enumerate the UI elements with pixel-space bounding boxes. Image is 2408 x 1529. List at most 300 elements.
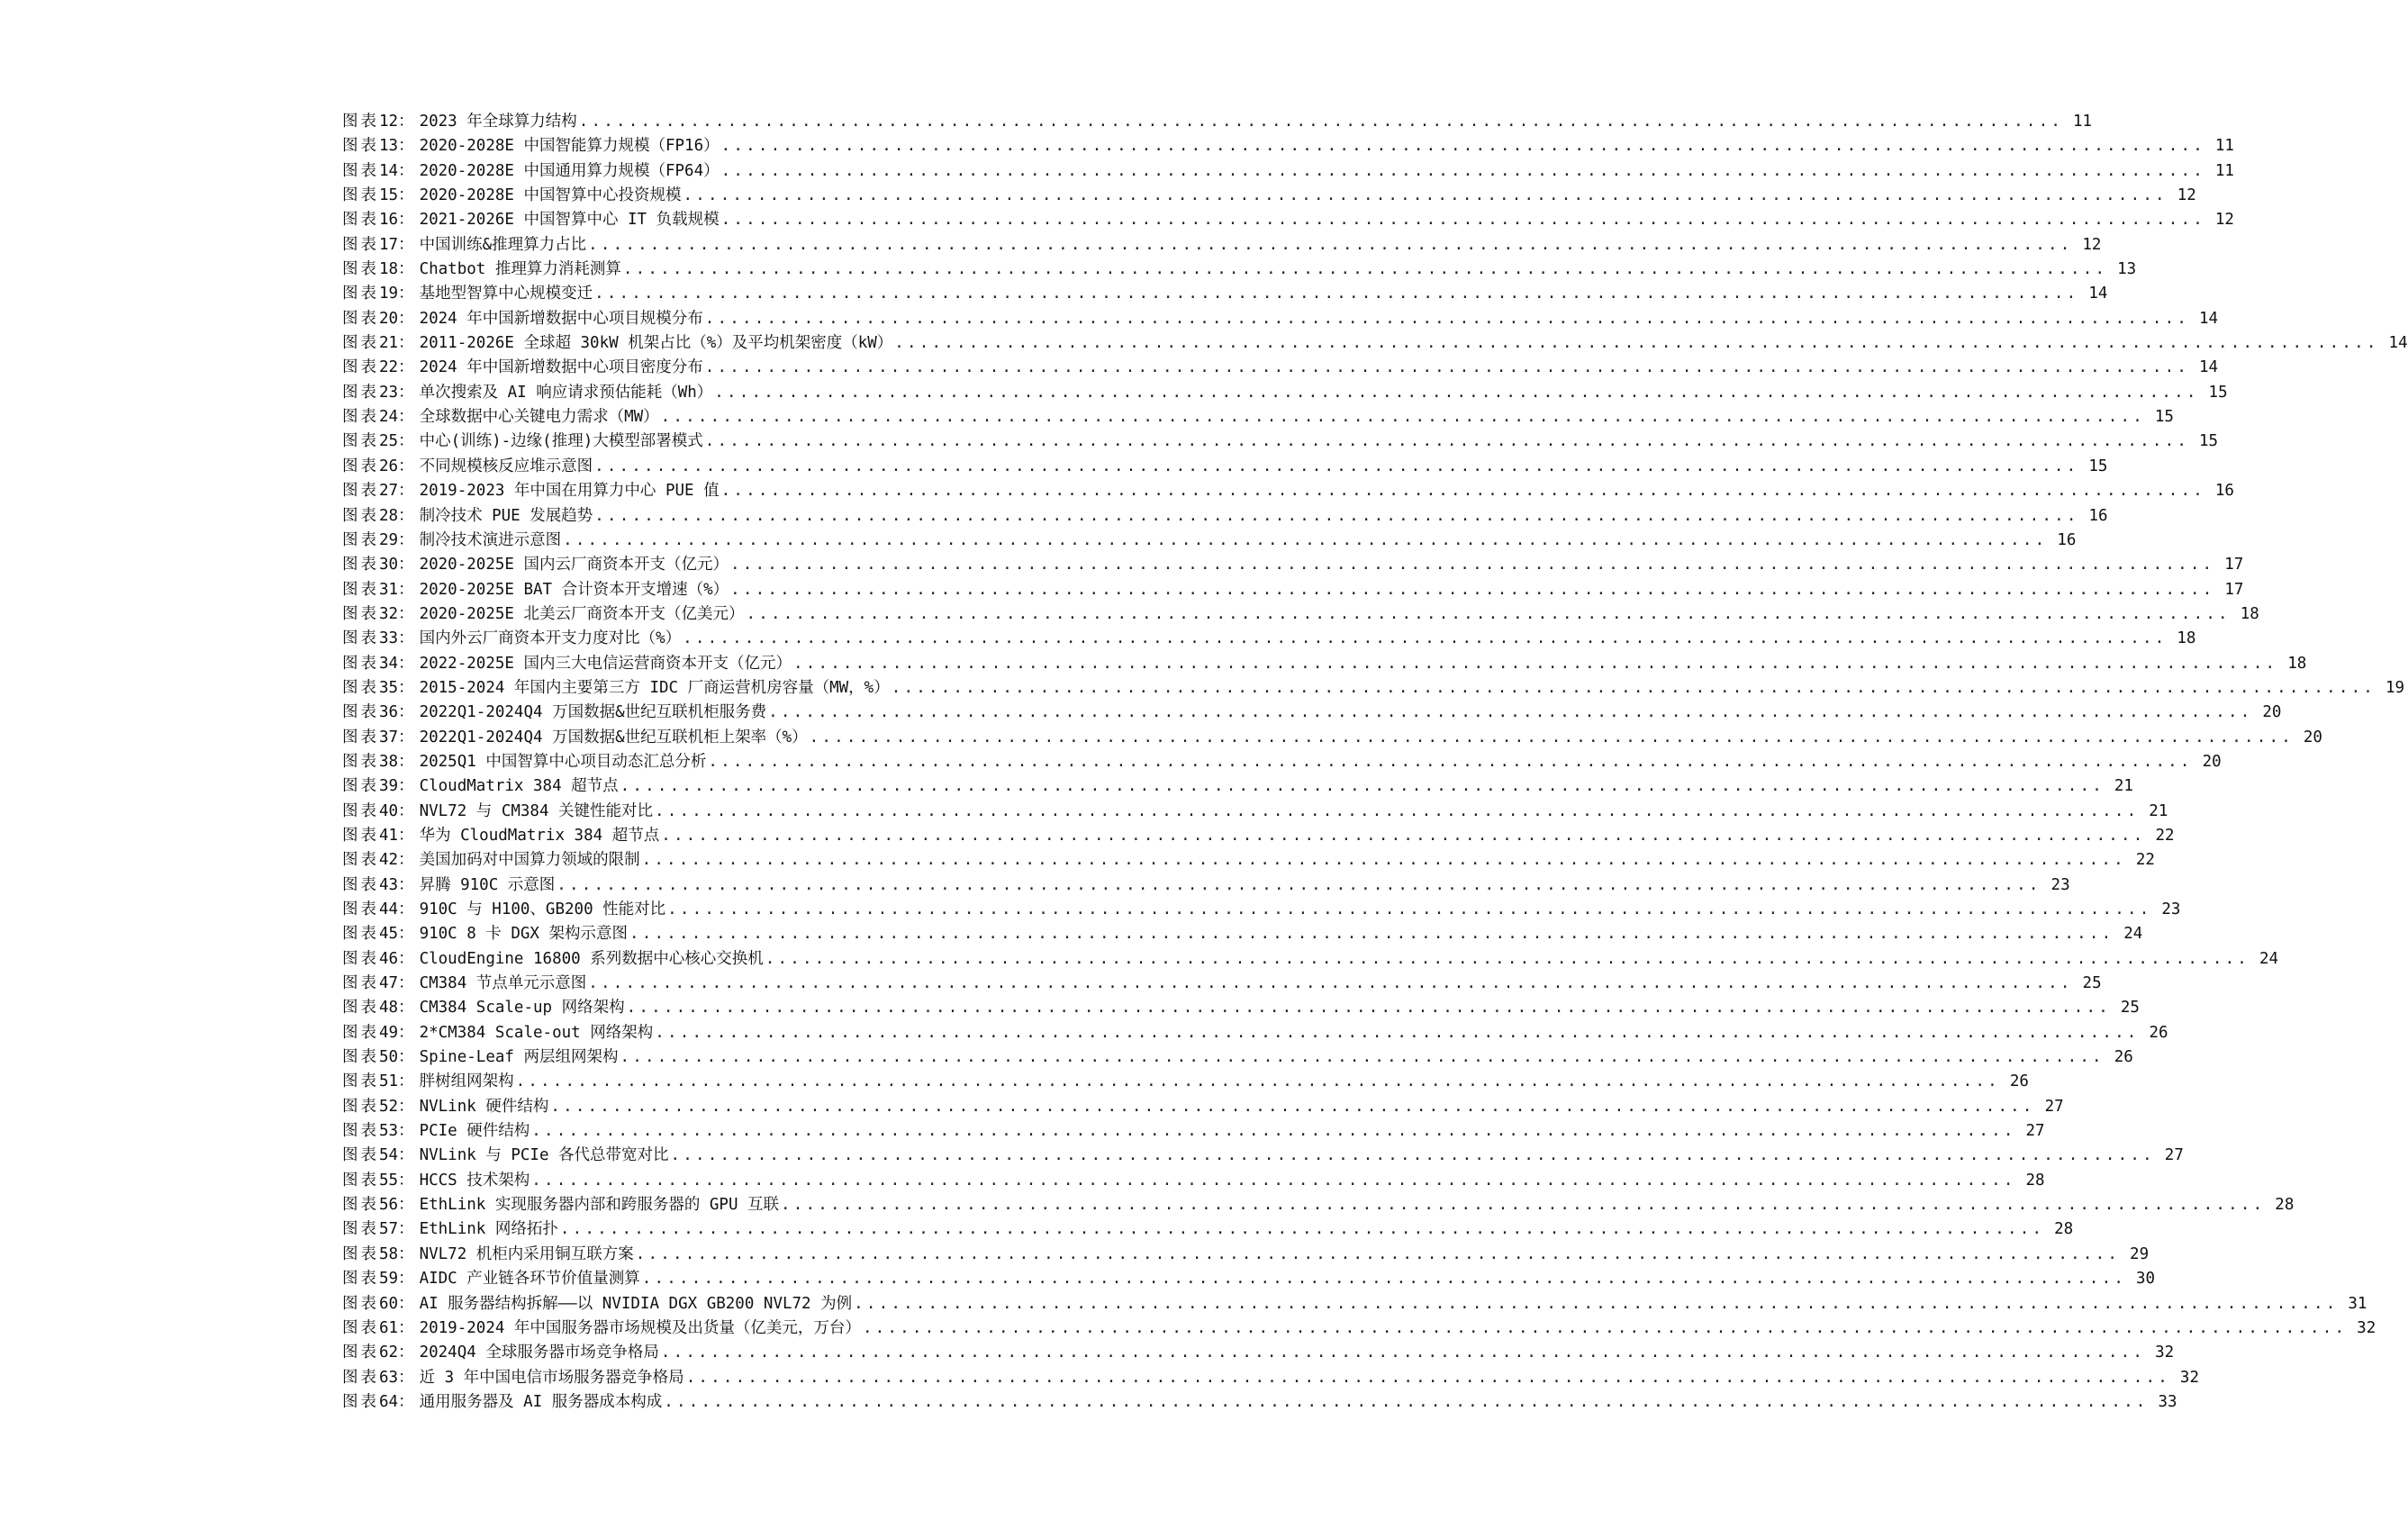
figure-number: 14 xyxy=(379,161,399,180)
figure-prefix: 图表 xyxy=(342,678,379,697)
page-number: 11 xyxy=(2073,113,2093,131)
figure-title: CloudMatrix 384 超节点 xyxy=(419,777,619,796)
figure-prefix: 图表 xyxy=(342,211,379,230)
toc-entry[interactable] xyxy=(342,504,2108,529)
page-number: 26 xyxy=(2114,1048,2133,1067)
dot-leader: ........................................................................................................................ xyxy=(704,309,2190,328)
figure-number: 26 xyxy=(379,457,399,475)
figure-title: 2*CM384 Scale-out 网络架构 xyxy=(419,1023,654,1042)
toc-entry[interactable] xyxy=(342,898,2181,922)
figure-number: 59 xyxy=(379,1270,399,1289)
colon-separator: ： xyxy=(398,1023,414,1042)
page-number: 18 xyxy=(2240,604,2259,623)
dot-leader: ........................................................................................................................ xyxy=(730,580,2215,599)
colon-separator: ： xyxy=(398,383,414,402)
figure-title: 2020-2025E 国内云厂商资本开支（亿元） xyxy=(419,556,729,575)
colon-separator: ： xyxy=(398,186,414,205)
figure-title: EthLink 实现服务器内部和跨服务器的 GPU 互联 xyxy=(419,1196,780,1215)
figure-title: EthLink 网络拓扑 xyxy=(419,1220,558,1239)
dot-leader: ........................................................................................................................ xyxy=(515,1072,2000,1091)
figure-number: 12 xyxy=(379,113,399,131)
page-number: 12 xyxy=(2177,186,2196,205)
figure-number: 27 xyxy=(379,482,399,501)
figure-title: PCIe 硬件结构 xyxy=(419,1122,530,1141)
colon-separator: ： xyxy=(398,580,414,599)
page-number: 21 xyxy=(2149,801,2168,820)
page-number: 15 xyxy=(2208,383,2228,402)
colon-separator: ： xyxy=(398,1097,414,1116)
page-number: 12 xyxy=(2214,211,2234,230)
dot-leader: ........................................................................................................................ xyxy=(854,1294,2339,1313)
figure-number: 54 xyxy=(379,1146,399,1165)
figure-prefix: 图表 xyxy=(342,629,379,648)
page-number: 32 xyxy=(2179,1368,2199,1387)
dot-leader: ........................................................................................................................ xyxy=(714,383,2199,402)
figure-prefix: 图表 xyxy=(342,925,379,944)
figure-prefix: 图表 xyxy=(342,703,379,722)
dot-leader: ........................................................................................................................ xyxy=(626,999,2111,1018)
dot-leader: ........................................................................................................................ xyxy=(563,530,2048,549)
colon-separator: ： xyxy=(398,1220,414,1239)
colon-separator: ： xyxy=(398,530,414,549)
toc-entry[interactable] xyxy=(342,1267,2156,1291)
toc-entry[interactable] xyxy=(342,578,2244,602)
page-number: 25 xyxy=(2120,999,2140,1018)
dot-leader: ........................................................................................................................ xyxy=(594,285,2079,303)
figure-number: 13 xyxy=(379,137,399,156)
page-number: 12 xyxy=(2082,235,2102,254)
page-number: 27 xyxy=(2044,1097,2064,1116)
toc-entry[interactable] xyxy=(342,750,2222,774)
toc-entry[interactable] xyxy=(342,774,2133,799)
figure-title: 2015-2024 年国内主要第三方 IDC 厂商运营机房容量（MW，%） xyxy=(419,678,890,697)
page-number: 16 xyxy=(2057,530,2077,549)
figure-title: NVLink 硬件结构 xyxy=(419,1097,549,1116)
colon-separator: ： xyxy=(398,801,414,820)
toc-entry[interactable] xyxy=(342,676,2405,701)
figure-number: 45 xyxy=(379,925,399,944)
figure-title: Spine-Leaf 两层组网架构 xyxy=(419,1048,619,1067)
figure-prefix: 图表 xyxy=(342,1392,379,1411)
page-number: 24 xyxy=(2259,949,2279,968)
toc-entry[interactable] xyxy=(342,233,2102,258)
colon-separator: ： xyxy=(398,482,414,501)
dot-leader: ........................................................................................................................ xyxy=(792,654,2278,673)
figure-title: NVLink 与 PCIe 各代总带宽对比 xyxy=(419,1146,669,1165)
figure-number: 49 xyxy=(379,1023,399,1042)
colon-separator: ： xyxy=(398,556,414,575)
page-number: 23 xyxy=(2050,875,2070,894)
dot-leader: ........................................................................................................................ xyxy=(622,260,2108,279)
figure-number: 53 xyxy=(379,1122,399,1141)
page-number: 31 xyxy=(2348,1294,2367,1313)
figure-number: 29 xyxy=(379,530,399,549)
figure-title: 910C 与 H100、GB200 性能对比 xyxy=(419,900,666,918)
figure-number: 41 xyxy=(379,826,399,845)
toc-entry[interactable] xyxy=(342,1390,2177,1415)
figure-prefix: 图表 xyxy=(342,1023,379,1042)
colon-separator: ： xyxy=(398,457,414,475)
toc-entry[interactable] xyxy=(342,602,2259,627)
figure-title: 910C 8 卡 DGX 架构示意图 xyxy=(419,925,629,944)
colon-separator: ： xyxy=(398,161,414,180)
figure-number: 52 xyxy=(379,1097,399,1116)
colon-separator: ： xyxy=(398,309,414,328)
figure-prefix: 图表 xyxy=(342,1122,379,1141)
figure-prefix: 图表 xyxy=(342,186,379,205)
figure-prefix: 图表 xyxy=(342,1220,379,1239)
colon-separator: ： xyxy=(398,949,414,968)
table-of-figures xyxy=(342,110,2408,1415)
page-number: 32 xyxy=(2357,1318,2376,1337)
dot-leader: ........................................................................................................................ xyxy=(588,235,2073,254)
figure-prefix: 图表 xyxy=(342,604,379,623)
figure-number: 61 xyxy=(379,1318,399,1337)
dot-leader: ........................................................................................................................ xyxy=(550,1097,2035,1116)
page-number: 14 xyxy=(2088,285,2108,303)
dot-leader: ........................................................................................................................ xyxy=(683,186,2168,205)
page-number: 30 xyxy=(2136,1270,2156,1289)
page-number: 27 xyxy=(2164,1146,2184,1165)
toc-entry[interactable] xyxy=(342,1070,2029,1094)
toc-entry[interactable] xyxy=(342,824,2175,848)
toc-entry[interactable] xyxy=(342,1217,2074,1242)
colon-separator: ： xyxy=(398,1270,414,1289)
toc-entry[interactable] xyxy=(342,1144,2184,1168)
toc-entry[interactable] xyxy=(342,1045,2133,1070)
figure-prefix: 图表 xyxy=(342,1146,379,1165)
figure-prefix: 图表 xyxy=(342,580,379,599)
page-number: 22 xyxy=(2135,851,2155,870)
page-number: 14 xyxy=(2199,358,2219,377)
figure-title: 2022Q1-2024Q4 万国数据&世纪互联机柜上架率（%） xyxy=(419,728,808,746)
page-number: 18 xyxy=(2177,629,2196,648)
colon-separator: ： xyxy=(398,1344,414,1362)
dot-leader: ........................................................................................................................ xyxy=(531,1171,2016,1190)
figure-title: 中心(训练)-边缘(推理)大模型部署模式 xyxy=(419,432,703,451)
toc-entry[interactable] xyxy=(342,159,2234,184)
colon-separator: ： xyxy=(398,506,414,525)
figure-title: AIDC 产业链各环节价值量测算 xyxy=(419,1270,640,1289)
page-number: 20 xyxy=(2202,752,2222,771)
page-number: 26 xyxy=(2009,1072,2029,1091)
page-number: 15 xyxy=(2199,432,2219,451)
figure-number: 40 xyxy=(379,801,399,820)
figure-number: 28 xyxy=(379,506,399,525)
figure-title: 近 3 年中国电信市场服务器竞争格局 xyxy=(419,1368,684,1387)
toc-entry[interactable] xyxy=(342,922,2143,946)
figure-number: 18 xyxy=(379,260,399,279)
page-number: 20 xyxy=(2303,728,2322,746)
figure-prefix: 图表 xyxy=(342,1344,379,1362)
figure-prefix: 图表 xyxy=(342,728,379,746)
figure-title: 制冷技术 PUE 发展趋势 xyxy=(419,506,593,525)
toc-entry[interactable] xyxy=(342,996,2140,1020)
figure-number: 22 xyxy=(379,358,399,377)
toc-entry[interactable] xyxy=(342,873,2070,898)
colon-separator: ： xyxy=(398,1048,414,1067)
toc-entry[interactable] xyxy=(342,701,2282,725)
figure-prefix: 图表 xyxy=(342,752,379,771)
figure-prefix: 图表 xyxy=(342,1318,379,1337)
toc-entry[interactable] xyxy=(342,947,2279,972)
figure-prefix: 图表 xyxy=(342,285,379,303)
dot-leader: ........................................................................................................................ xyxy=(685,1368,2170,1387)
colon-separator: ： xyxy=(398,1244,414,1263)
figure-prefix: 图表 xyxy=(342,826,379,845)
figure-prefix: 图表 xyxy=(342,383,379,402)
toc-entry[interactable] xyxy=(342,184,2196,208)
figure-title: 不同规模核反应堆示意图 xyxy=(419,457,593,475)
colon-separator: ： xyxy=(398,113,414,131)
toc-entry[interactable] xyxy=(342,1169,2045,1193)
figure-number: 63 xyxy=(379,1368,399,1387)
figure-number: 30 xyxy=(379,556,399,575)
figure-number: 62 xyxy=(379,1344,399,1362)
dot-leader: ........................................................................................................................ xyxy=(720,482,2205,501)
colon-separator: ： xyxy=(398,875,414,894)
figure-prefix: 图表 xyxy=(342,260,379,279)
toc-entry[interactable] xyxy=(342,405,2174,430)
toc-entry[interactable] xyxy=(342,529,2077,553)
toc-entry[interactable] xyxy=(342,1292,2367,1316)
figure-prefix: 图表 xyxy=(342,900,379,918)
figure-prefix: 图表 xyxy=(342,974,379,993)
figure-number: 56 xyxy=(379,1196,399,1215)
page-number: 27 xyxy=(2025,1122,2045,1141)
colon-separator: ： xyxy=(398,654,414,673)
figure-title: 基地型智算中心规模变迁 xyxy=(419,285,593,303)
toc-entry[interactable] xyxy=(342,627,2196,651)
dot-leader: ........................................................................................................................ xyxy=(704,358,2190,377)
dot-leader: ........................................................................................................................ xyxy=(641,1270,2127,1289)
toc-entry[interactable] xyxy=(342,331,2408,356)
figure-number: 33 xyxy=(379,629,399,648)
colon-separator: ： xyxy=(398,1122,414,1141)
figure-number: 35 xyxy=(379,678,399,697)
dot-leader: ........................................................................................................................ xyxy=(746,604,2231,623)
figure-prefix: 图表 xyxy=(342,1072,379,1091)
colon-separator: ： xyxy=(398,285,414,303)
toc-entry[interactable] xyxy=(342,381,2228,405)
page-number: 20 xyxy=(2262,703,2282,722)
figure-title: 美国加码对中国算力领域的限制 xyxy=(419,851,640,870)
toc-entry[interactable] xyxy=(342,553,2244,577)
figure-title: NVL72 与 CM384 关键性能对比 xyxy=(419,801,654,820)
toc-entry[interactable] xyxy=(342,1243,2150,1267)
colon-separator: ： xyxy=(398,1318,414,1337)
toc-entry[interactable] xyxy=(342,134,2234,158)
colon-separator: ： xyxy=(398,260,414,279)
toc-entry[interactable] xyxy=(342,455,2108,479)
figure-prefix: 图表 xyxy=(342,161,379,180)
page-number: 15 xyxy=(2088,457,2108,475)
toc-entry[interactable] xyxy=(342,1366,2199,1390)
page-number: 28 xyxy=(2054,1220,2074,1239)
dot-leader: ........................................................................................................................ xyxy=(729,556,2215,575)
colon-separator: ： xyxy=(398,1368,414,1387)
dot-leader: ........................................................................................................................ xyxy=(891,678,2376,697)
figure-title: 2024 年中国新增数据中心项目规模分布 xyxy=(419,309,703,328)
figure-title: 2020-2028E 中国智算中心投资规模 xyxy=(419,186,682,205)
dot-leader: ........................................................................................................................ xyxy=(557,875,2041,894)
figure-title: 制冷技术演进示意图 xyxy=(419,530,562,549)
figure-number: 47 xyxy=(379,974,399,993)
figure-title: 昇腾 910C 示意图 xyxy=(419,875,556,894)
figure-prefix: 图表 xyxy=(342,408,379,427)
figure-number: 21 xyxy=(379,334,399,353)
figure-title: 华为 CloudMatrix 384 超节点 xyxy=(419,826,660,845)
dot-leader: ........................................................................................................................ xyxy=(660,408,2145,427)
colon-separator: ： xyxy=(398,826,414,845)
colon-separator: ： xyxy=(398,211,414,230)
toc-entry[interactable] xyxy=(342,208,2234,232)
dot-leader: ........................................................................................................................ xyxy=(594,506,2079,525)
page-number: 17 xyxy=(2224,580,2244,599)
colon-separator: ： xyxy=(398,777,414,796)
dot-leader: ........................................................................................................................ xyxy=(620,777,2105,796)
figure-title: 2020-2025E 北美云厂商资本开支（亿美元） xyxy=(419,604,745,623)
figure-prefix: 图表 xyxy=(342,482,379,501)
figure-prefix: 图表 xyxy=(342,309,379,328)
dot-leader: ........................................................................................................................ xyxy=(862,1318,2348,1337)
figure-number: 64 xyxy=(379,1392,399,1411)
page-number: 17 xyxy=(2224,556,2244,575)
figure-title: 2020-2025E BAT 合计资本开支增速（%） xyxy=(419,580,729,599)
page-number: 14 xyxy=(2199,309,2219,328)
figure-prefix: 图表 xyxy=(342,235,379,254)
colon-separator: ： xyxy=(398,678,414,697)
figure-prefix: 图表 xyxy=(342,1048,379,1067)
figure-title: CloudEngine 16800 系列数据中心核心交换机 xyxy=(419,949,764,968)
colon-separator: ： xyxy=(398,358,414,377)
colon-separator: ： xyxy=(398,235,414,254)
figure-title: AI 服务器结构拆解——以 NVIDIA DGX GB200 NVL72 为例 xyxy=(419,1294,853,1313)
colon-separator: ： xyxy=(398,703,414,722)
figure-title: 2020-2028E 中国智能算力规模（FP16） xyxy=(419,137,720,156)
colon-separator: ： xyxy=(398,974,414,993)
page-number: 21 xyxy=(2114,777,2133,796)
colon-separator: ： xyxy=(398,604,414,623)
figure-title: 2025Q1 中国智算中心项目动态汇总分析 xyxy=(419,752,707,771)
figure-prefix: 图表 xyxy=(342,113,379,131)
figure-number: 51 xyxy=(379,1072,399,1091)
dot-leader: ........................................................................................................................ xyxy=(655,801,2140,820)
toc-entry[interactable] xyxy=(342,848,2155,873)
figure-title: 国内外云厂商资本开支力度对比（%） xyxy=(419,629,682,648)
colon-separator: ： xyxy=(398,1072,414,1091)
figure-number: 58 xyxy=(379,1244,399,1263)
toc-entry[interactable] xyxy=(342,1193,2295,1217)
figure-number: 31 xyxy=(379,580,399,599)
colon-separator: ： xyxy=(398,1294,414,1313)
page-number: 25 xyxy=(2082,974,2102,993)
toc-entry[interactable] xyxy=(342,282,2108,306)
colon-separator: ： xyxy=(398,432,414,451)
dot-leader: ........................................................................................................................ xyxy=(765,949,2250,968)
figure-number: 44 xyxy=(379,900,399,918)
toc-entry[interactable] xyxy=(342,479,2234,503)
figure-number: 19 xyxy=(379,285,399,303)
dot-leader: ........................................................................................................................ xyxy=(629,925,2114,944)
page-number: 28 xyxy=(2025,1171,2045,1190)
figure-title: Chatbot 推理算力消耗测算 xyxy=(419,260,621,279)
figure-prefix: 图表 xyxy=(342,999,379,1018)
figure-prefix: 图表 xyxy=(342,1270,379,1289)
page-number: 32 xyxy=(2155,1344,2175,1362)
figure-prefix: 图表 xyxy=(342,530,379,549)
figure-title: HCCS 技术架构 xyxy=(419,1171,530,1190)
figure-prefix: 图表 xyxy=(342,1171,379,1190)
toc-entry[interactable] xyxy=(342,1119,2045,1144)
figure-number: 50 xyxy=(379,1048,399,1067)
page-number: 23 xyxy=(2161,900,2181,918)
toc-entry[interactable] xyxy=(342,110,2093,134)
figure-number: 46 xyxy=(379,949,399,968)
figure-title: 2022Q1-2024Q4 万国数据&世纪互联机柜服务费 xyxy=(419,703,767,722)
toc-entry[interactable] xyxy=(342,430,2219,454)
toc-entry[interactable] xyxy=(342,1341,2175,1365)
page-number: 24 xyxy=(2123,925,2143,944)
figure-title: 2011-2026E 全球超 30kW 机架占比（%）及平均机架密度（kW） xyxy=(419,334,893,353)
toc-entry[interactable] xyxy=(342,652,2307,676)
toc-entry[interactable] xyxy=(342,307,2219,331)
page-number: 16 xyxy=(2214,482,2234,501)
toc-entry[interactable] xyxy=(342,1021,2168,1045)
figure-number: 37 xyxy=(379,728,399,746)
figure-prefix: 图表 xyxy=(342,777,379,796)
figure-title: 全球数据中心关键电力需求（MW） xyxy=(419,408,659,427)
colon-separator: ： xyxy=(398,1392,414,1411)
page-number: 19 xyxy=(2385,678,2405,697)
dot-leader: ........................................................................................................................ xyxy=(664,1392,2149,1411)
figure-prefix: 图表 xyxy=(342,556,379,575)
page-number: 15 xyxy=(2154,408,2174,427)
colon-separator: ： xyxy=(398,851,414,870)
dot-leader: ........................................................................................................................ xyxy=(660,1344,2146,1362)
figure-prefix: 图表 xyxy=(342,1097,379,1116)
colon-separator: ： xyxy=(398,1171,414,1190)
dot-leader: ........................................................................................................................ xyxy=(683,629,2168,648)
figure-number: 43 xyxy=(379,875,399,894)
figure-number: 39 xyxy=(379,777,399,796)
toc-entry[interactable] xyxy=(342,356,2219,380)
figure-number: 25 xyxy=(379,432,399,451)
figure-prefix: 图表 xyxy=(342,875,379,894)
figure-prefix: 图表 xyxy=(342,1196,379,1215)
figure-number: 48 xyxy=(379,999,399,1018)
toc-entry[interactable] xyxy=(342,1316,2376,1341)
toc-entry[interactable] xyxy=(342,972,2102,996)
toc-entry[interactable] xyxy=(342,258,2137,282)
figure-title: 2022-2025E 国内三大电信运营商资本开支（亿元） xyxy=(419,654,792,673)
figure-prefix: 图表 xyxy=(342,1368,379,1387)
figure-title: 2019-2024 年中国服务器市场规模及出货量（亿美元，万台） xyxy=(419,1318,861,1337)
toc-entry[interactable] xyxy=(342,726,2322,750)
dot-leader: ........................................................................................................................ xyxy=(768,703,2253,722)
figure-prefix: 图表 xyxy=(342,1294,379,1313)
dot-leader: ........................................................................................................................ xyxy=(704,432,2190,451)
figure-prefix: 图表 xyxy=(342,1244,379,1263)
colon-separator: ： xyxy=(398,408,414,427)
page-number: 22 xyxy=(2155,826,2175,845)
figure-number: 23 xyxy=(379,383,399,402)
dot-leader: ........................................................................................................................ xyxy=(667,900,2152,918)
toc-entry[interactable] xyxy=(342,800,2168,824)
toc-entry[interactable] xyxy=(342,1095,2064,1119)
dot-leader: ........................................................................................................................ xyxy=(594,457,2079,475)
page-number: 18 xyxy=(2287,654,2307,673)
